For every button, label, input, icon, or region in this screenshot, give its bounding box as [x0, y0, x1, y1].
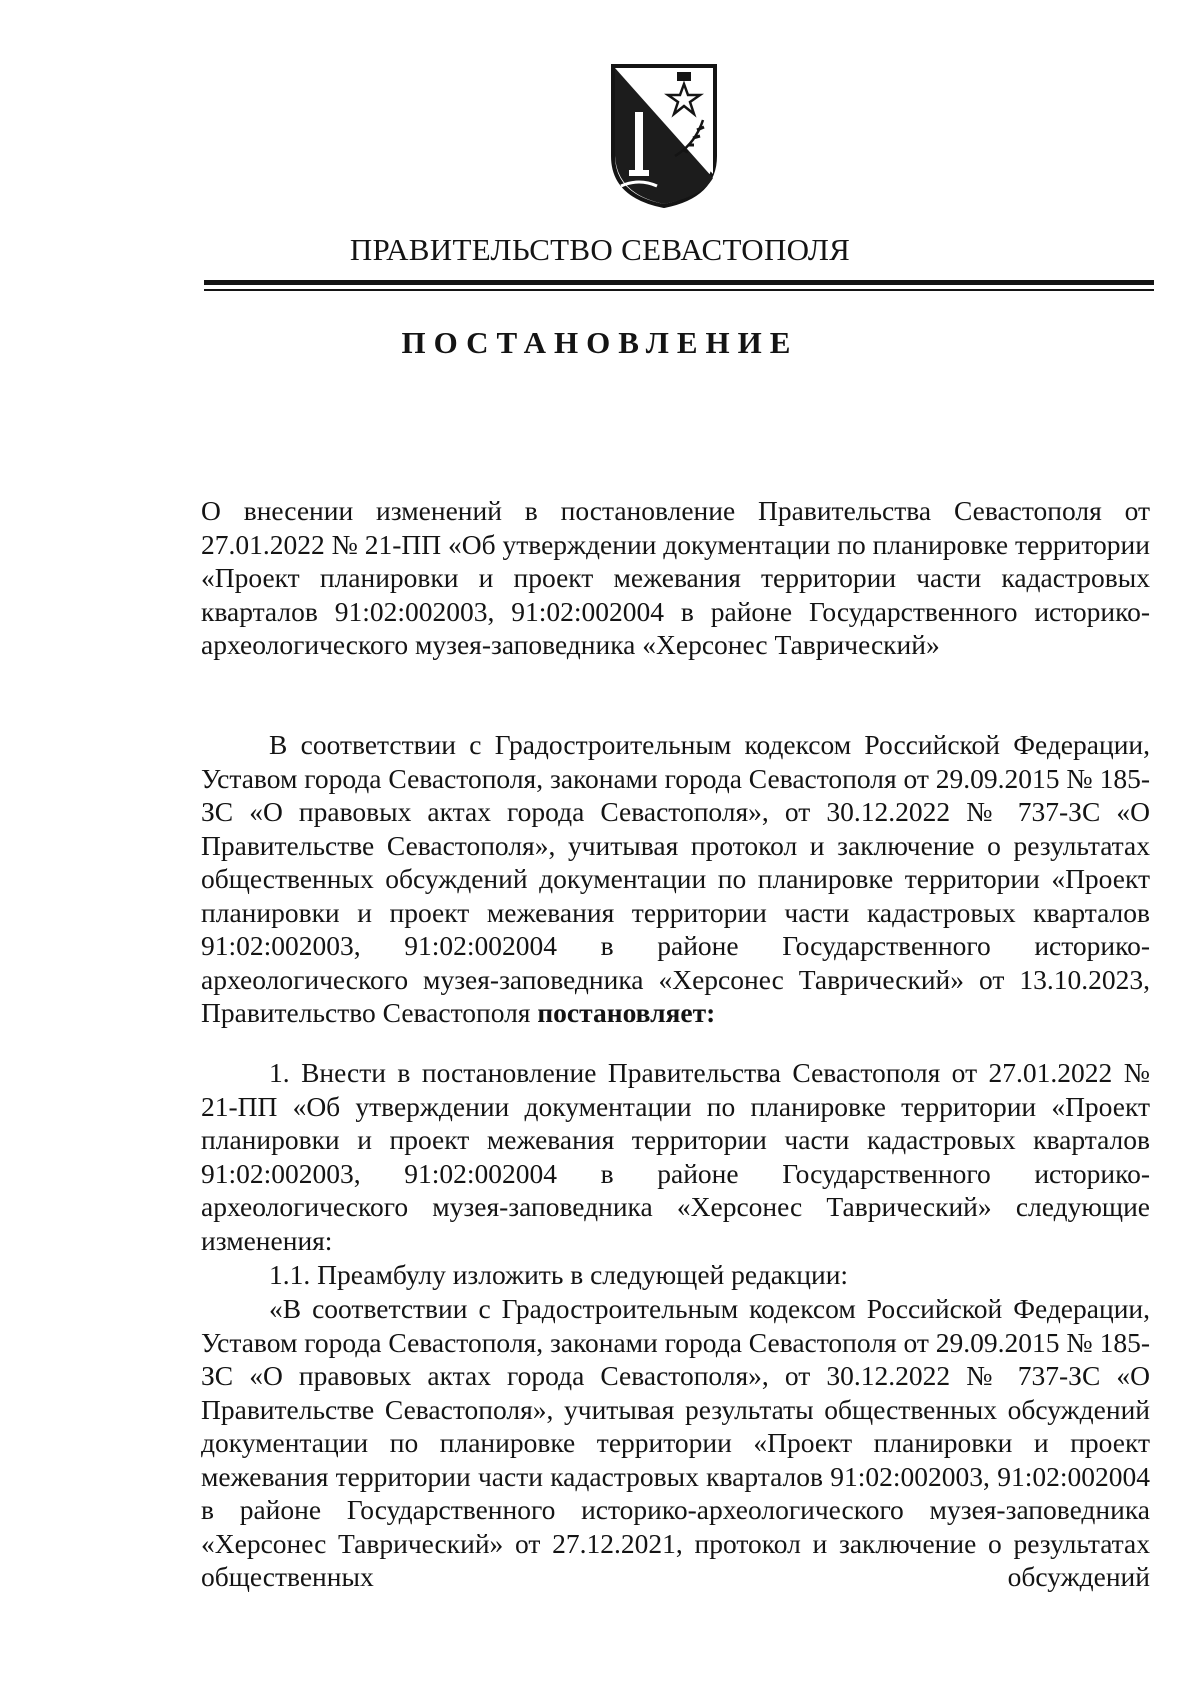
- sevastopol-coat-of-arms-icon: [607, 60, 721, 210]
- item-1: 1. Внести в постановление Правительства Севастополя от 27.01.2022 № 21-ПП «Об утверждении документации по планировке территории «Проект планировки и проект межевания территории части кадастровых кварталов 91:02:002003, 91:02:002004 в районе Государственного историко-археологического музея-заповедника «Херсонес Таврический» следующие изменения:: [201, 1057, 1150, 1256]
- item-1-1: 1.1. Преамбулу изложить в следующей редакции:: [269, 1259, 849, 1290]
- decision-word: постановляет:: [537, 997, 716, 1028]
- preamble-text: В соответствии с Градостроительным кодексом Российской Федерации, Уставом города Севастополя, законами города Севастополя от 29.09.2015 № 185-ЗС «О правовых актах города Севастополя», от 30.12.2022 № 737-ЗС «О Правительстве Севастополя», учитывая протокол и заключение о результатах общественных обсуждений документации по планировке территории «Проект планировки и проект межевания территории части кадастровых кварталов 91:02:002003, 91:02:002004 в районе Государственного историко-археологического музея-заповедника «Херсонес Таврический» от 13.10.2023, Правительство Севастополя: [201, 729, 1150, 1028]
- header-divider-thin: [204, 289, 1154, 291]
- government-name: ПРАВИТЕЛЬСТВО СЕВАСТОПОЛЯ: [349, 232, 851, 267]
- preamble-paragraph: [201, 728, 1150, 1030]
- header-divider-thick: [204, 280, 1154, 285]
- quoted-preamble: «В соответствии с Градостроительным кодексом Российской Федерации, Уставом города Севастополя, законами города Севастополя от 29.09.2015 № 185-ЗС «О правовых актах города Севастополя», от 30.12.2022 № 737-ЗС «О Правительстве Севастополя», учитывая результаты общественных обсуждений документации по планировке территории «Проект планировки и проект межевания территории части кадастровых кварталов 91:02:002003, 91:02:002004 в районе Государственного историко-археологического музея-заповедника «Херсонес Таврический» от 27.12.2021, протокол и заключение о результатах общественных обсуждений: [201, 1293, 1150, 1592]
- document-type-title: ПОСТАНОВЛЕНИЕ: [401, 325, 799, 360]
- document-subject: О внесении изменений в постановление Правительства Севастополя от 27.01.2022 № 21-ПП «Об утверждении документации по планировке территории «Проект планировки и проект межевания территории части кадастровых кварталов 91:02:002003, 91:02:002004 в районе Государственного историко-археологического музея-заповедника «Херсонес Таврический»: [201, 495, 1150, 660]
